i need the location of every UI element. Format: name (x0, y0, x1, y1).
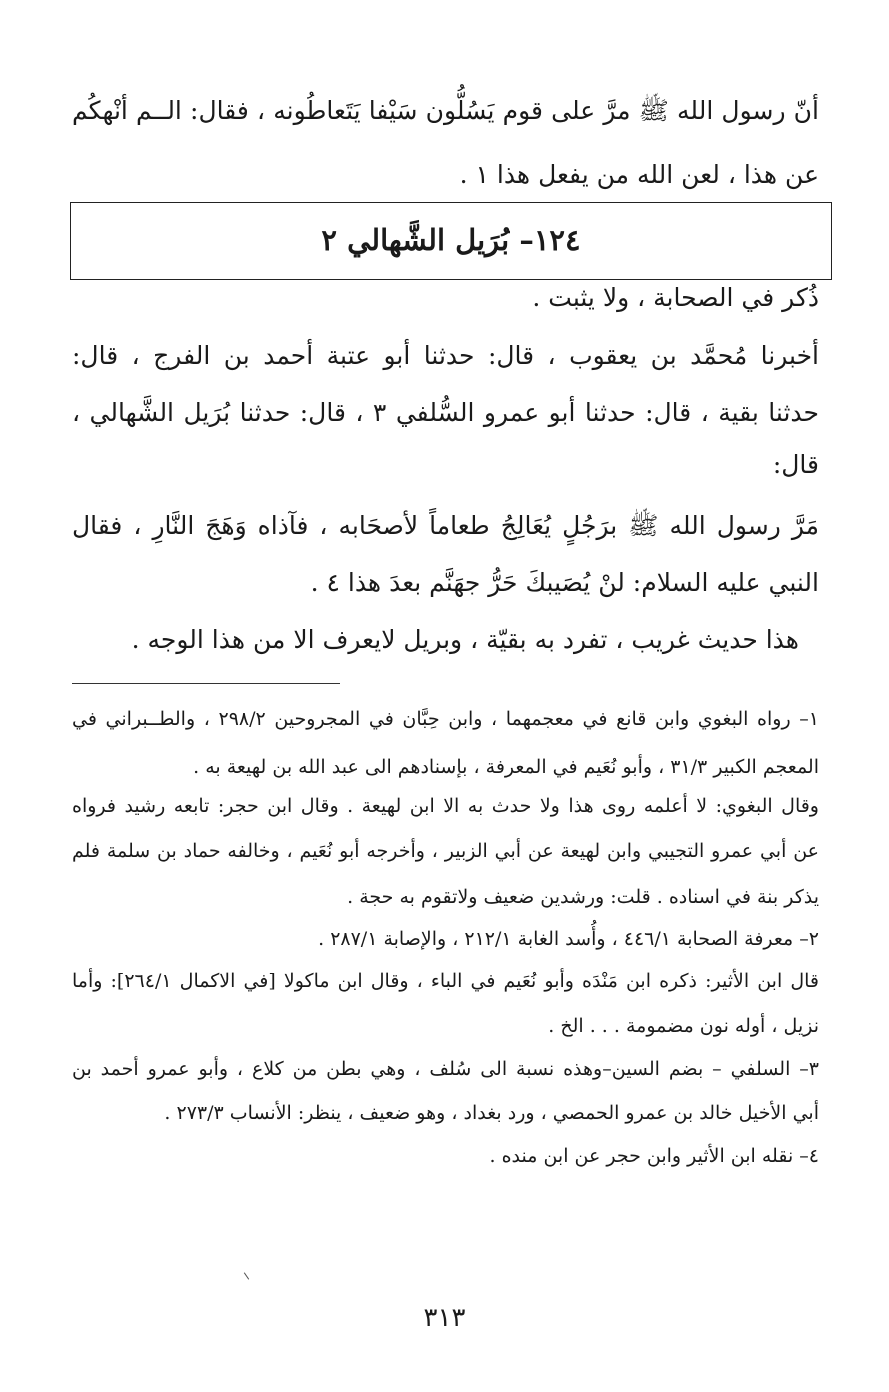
footnote-separator (72, 683, 340, 684)
footnote-1-line-4: عن أبي عمرو التجيبي وابن لهيعة عن أبي الزبير ، وأخرجه أبو نُعَيم ، وخالفه حماد بن سلمة فلم (72, 840, 819, 862)
footnote-4-line-1: ٤– نقله ابن الأثير وابن حجر عن ابن منده . (489, 1145, 819, 1167)
entry-line-1: ذُكر في الصحابة ، ولا يثبت . (532, 283, 819, 312)
entry-heading-box (70, 202, 832, 280)
entry-line-2: أخبرنا مُحمَّد بن يعقوب ، قال: حدثنا أبو عتبة أحمد بن الفرج ، قال: (72, 341, 819, 370)
page-number: ٣١٣ (423, 1303, 466, 1333)
footnote-1-line-1: ١– رواه البغوي وابن قانع في معجمهما ، وابن حِبَّان في المجروحين ٢٩٨/٢ ، والطــبراني في (72, 708, 819, 730)
main-text-line-1: أنّ رسول الله ﷺ مرَّ على قوم يَسُلُّون سَيْفا يَتَعاطُونه ، فقال: الــم أنْهكُم (72, 96, 819, 125)
footnote-1-line-3: وقال البغوي: لا أعلمه روى هذا ولا حدث به الا ابن لهيعة . وقال ابن حجر: تابعه رشيد فرواه (72, 795, 819, 817)
entry-line-6: النبي عليه السلام: لنْ يُصَيبكَ حَرُّ جهَنَّم بعدَ هذا ٤ . (310, 568, 819, 597)
entry-heading: ١٢٤– بُرَيل الشَّهالي ٢ (321, 223, 581, 257)
footnote-2-line-1: ٢– معرفة الصحابة ٤٤٦/١ ، وأُسد الغابة ٢١٢/١ ، والإصابة ٢٨٧/١ . (318, 928, 819, 950)
footnote-2-line-2: قال ابن الأثير: ذكره ابن مَنْدَه وأبو نُعَيم في الباء ، وقال ابن ماكولا [في الاكمال ٢٦٤/١]: وأما (72, 970, 819, 992)
entry-line-3: حدثنا بقية ، قال: حدثنا أبو عمرو السُّلفي ٣ ، قال: حدثنا بُرَيل الشَّهالي ، (72, 398, 819, 427)
footnote-3-line-1: ٣– السلفي – بضم السين–وهذه نسبة الى سُلف ، وهي بطن من كلاع ، وأبو عمرو أحمد بن (72, 1058, 819, 1080)
entry-line-5: مَرَّ رسول الله ﷺ برَجُلٍ يُعَالِجُ طعاماً لأصحَابه ، فآذاه وَهَجَ النَّارِ ، فقال (72, 511, 819, 540)
entry-line-7: هذا حديث غريب ، تفرد به بقيّة ، وبريل لايعرف الا من هذا الوجه . (131, 625, 799, 654)
entry-line-4: قال: (772, 450, 819, 479)
footnote-2-line-3: نزيل ، أوله نون مضمومة . . . الخ . (548, 1015, 819, 1037)
main-text-line-2: عن هذا ، لعن الله من يفعل هذا ١ . (459, 160, 819, 189)
footnote-1-line-2: المعجم الكبير ٣١/٣ ، وأبو نُعَيم في المعرفة ، بإسنادهم الى عبد الله بن لهيعة به . (193, 756, 819, 778)
footnote-1-line-5: يذكر بنة في اسناده . قلت: ورشدين ضعيف ولاتقوم به حجة . (347, 886, 819, 908)
footnote-3-line-2: أبي الأخيل خالد بن عمرو الحمصي ، ورد بغداد ، وهو ضعيف ، ينظر: الأنساب ٢٧٣/٣ . (164, 1102, 819, 1124)
ink-mark (244, 1272, 249, 1279)
